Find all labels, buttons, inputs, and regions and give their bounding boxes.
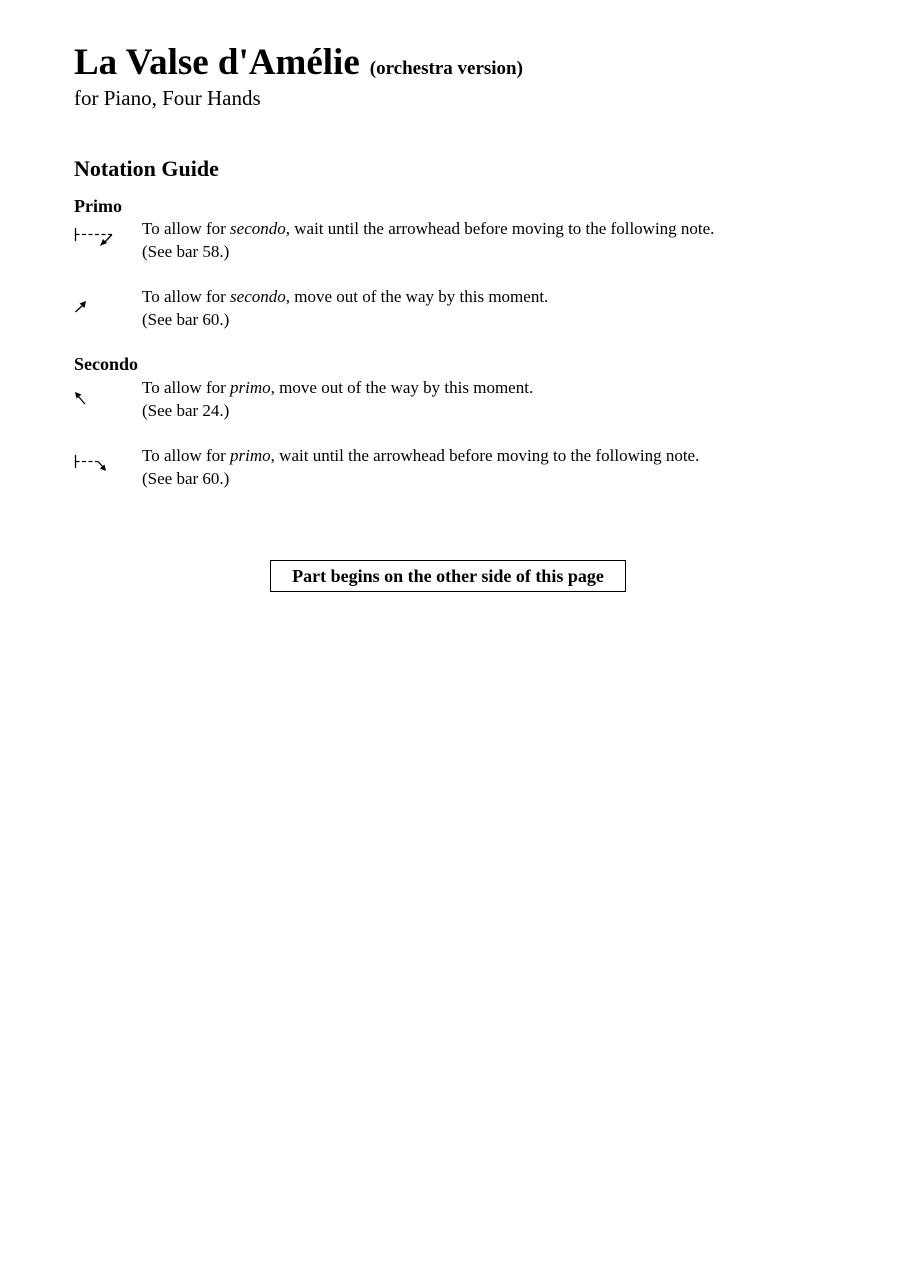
page-title: La Valse d'Amélie — [74, 42, 360, 83]
arrow-up-right-icon — [74, 285, 94, 326]
secondo-entry-move-text — [142, 376, 533, 422]
description-suffix: , move out of the way by this moment. — [285, 287, 549, 306]
description-emphasis: secondo — [230, 287, 286, 306]
bar-reference: (See bar 60.) — [142, 469, 230, 488]
description-line — [142, 217, 714, 240]
primo-entry-wait-text — [142, 217, 714, 263]
description-prefix: To allow for — [142, 378, 231, 397]
description-line — [142, 444, 699, 467]
description-prefix: To allow for — [142, 446, 231, 465]
bar-reference: (See bar 58.) — [142, 242, 230, 261]
dashed-wait-arrow-down-right-icon — [74, 444, 114, 481]
bar-reference: (See bar 60.) — [142, 310, 230, 329]
description-prefix: To allow for — [142, 219, 231, 238]
part-begins-notice: Part begins on the other side of this page — [270, 560, 626, 592]
secondo-entry-wait-text — [142, 444, 699, 490]
description-emphasis: secondo — [230, 219, 286, 238]
description-line — [142, 376, 533, 399]
description-suffix: , move out of the way by this moment. — [270, 378, 534, 397]
description-prefix: To allow for — [142, 287, 231, 306]
description-suffix: , wait until the arrowhead before moving to the following note. — [285, 219, 715, 238]
primo-heading: Primo — [74, 196, 122, 216]
version-label: (orchestra version) — [369, 58, 523, 79]
secondo-heading: Secondo — [74, 354, 139, 374]
primo-entry-move-text — [142, 285, 548, 331]
bar-reference: (See bar 24.) — [142, 401, 230, 420]
description-line — [142, 285, 548, 308]
arrow-up-left-icon — [74, 376, 94, 417]
description-emphasis: primo — [230, 446, 271, 465]
title-row — [74, 40, 523, 86]
description-suffix: , wait until the arrowhead before moving to the following note. — [270, 446, 700, 465]
notation-guide-heading: Notation Guide — [74, 156, 219, 181]
dashed-wait-arrow-down-left-icon — [74, 217, 116, 254]
description-emphasis: primo — [230, 378, 271, 397]
page-subtitle: for Piano, Four Hands — [74, 86, 261, 110]
